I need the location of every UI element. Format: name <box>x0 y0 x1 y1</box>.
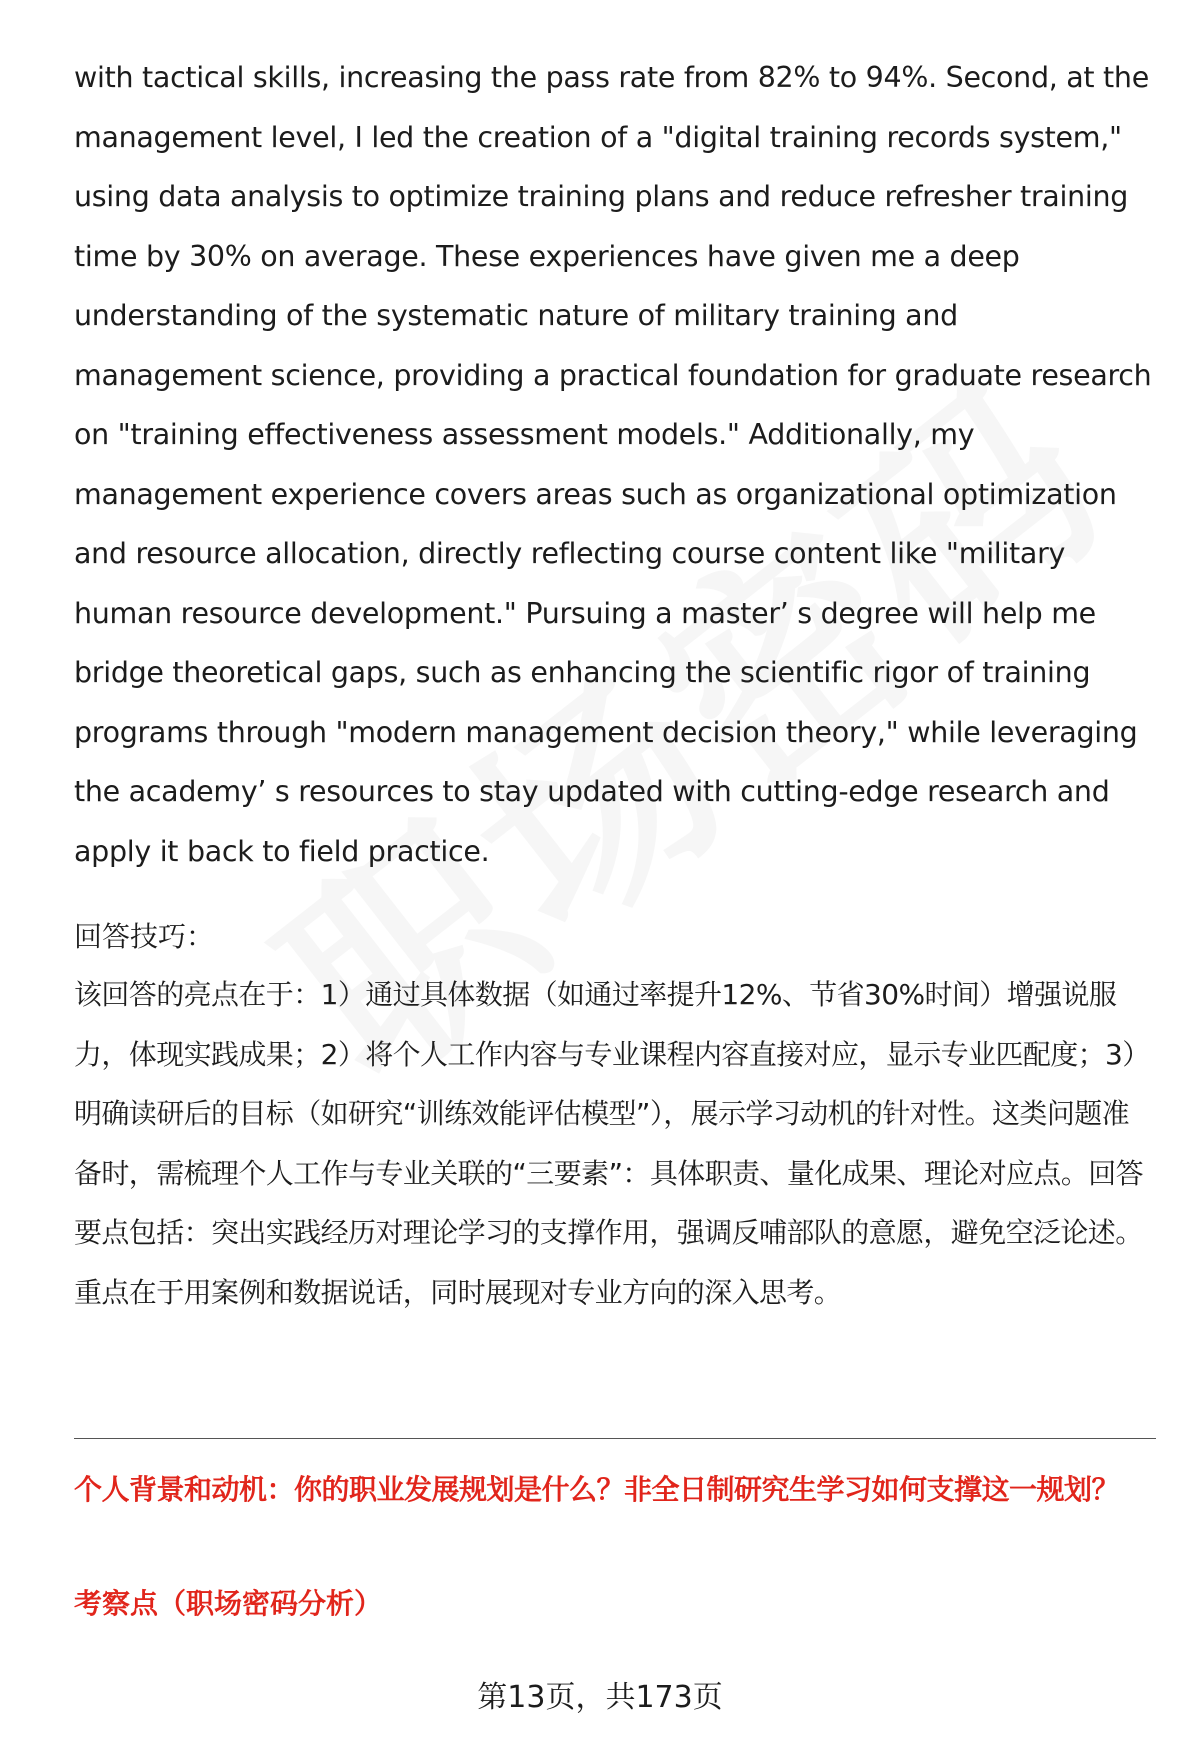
content-area <box>74 48 1154 1322</box>
focus-heading: 考察点（职场密码分析） <box>74 1587 383 1620</box>
tips-title: 回答技巧： <box>74 920 215 953</box>
answer-tips <box>74 909 1154 1322</box>
question-heading: 个人背景和动机：你的职业发展规划是什么？非全日制研究生学习如何支撑这一规划？ <box>74 1473 1120 1506</box>
page-number: 第13页，共173页 <box>477 1680 723 1715</box>
section-divider <box>74 1438 1156 1439</box>
answer-paragraph: with tactical skills, increasing the pass rate from 82% to 94%. Second, at the management level, I led the creation of a "digital training records system," using data analysis to optimize training plans and reduce refresher training time by 30% on average. These experiences have given me a deep understanding of the systematic nature of military training and management science, providing a practical foundation for graduate research on "training effectiveness assessment models." Additionally, my management experience covers areas such as organizational optimization and resource allocation, directly reflecting course content like "military human resource development." Pursuing a master’ s degree will help me bridge theoretical gaps, such as enhancing the scientific rigor of training programs through "modern management decision theory," while leveraging the academy’ s resources to stay updated with cutting-edge research and apply it back to field practice. <box>74 61 1152 868</box>
tips-body: 该回答的亮点在于：1）通过具体数据（如通过率提升12%、节省30%时间）增强说服力，体现实践成果；2）将个人工作内容与专业课程内容直接对应，显示专业匹配度；3）明确读研后的目标（如研究“训练效能评估模型”），展示学习动机的针对性。这类问题准备时，需梳理个人工作与专业关联的“三要素”：具体职责、量化成果、理论对应点。回答要点包括：突出实践经历对理论学习的支撑作用，强调反哺部队的意愿，避免空泛论述。重点在于用案例和数据说话，同时展现对专业方向的深入思考。 <box>74 978 1150 1309</box>
